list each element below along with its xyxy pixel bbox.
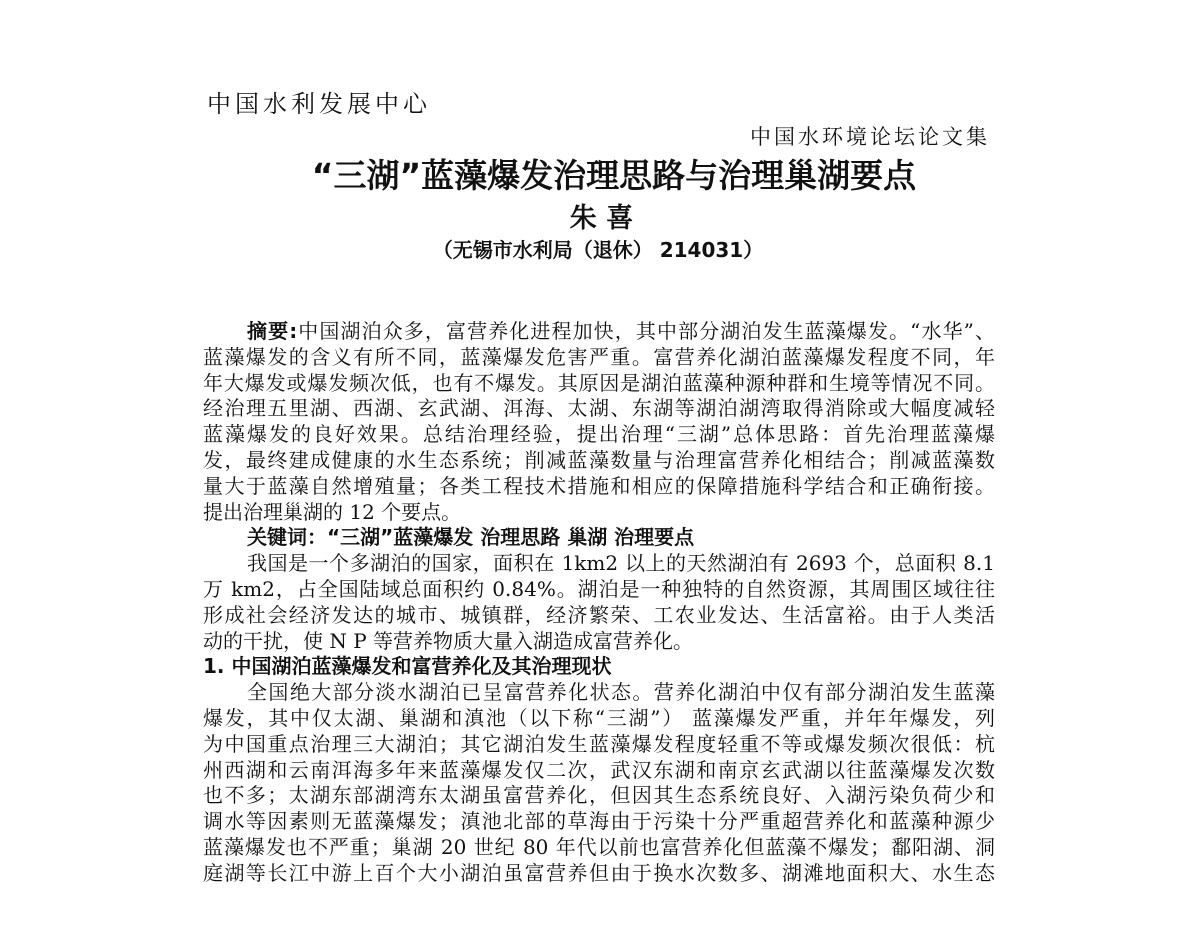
intro-line: 动的干扰，使 N P 等营养物质大量入湖造成富营养化。 bbox=[203, 628, 694, 653]
abstract-line: 年大爆发或爆发频次低，也有不爆发。其原因是湖泊蓝藻种源种群和生境等情况不同。 bbox=[203, 370, 995, 395]
abstract-line: 量大于蓝藻自然增殖量；各类工程技术措施和相应的保障措施科学结合和正确衔接。 bbox=[203, 473, 995, 498]
abstract-line bbox=[203, 319, 995, 345]
abstract-text: 中国湖泊众多，富营养化进程加快，其中部分湖泊发生蓝藻爆发。“水华”、 bbox=[297, 319, 995, 343]
paper-body bbox=[203, 319, 995, 887]
collection-header: 中国水环境论坛论文集 bbox=[750, 125, 990, 149]
abstract-line: 发，最终建成健康的水生态系统；削减蓝藻数量与治理富营养化相结合；削减蓝藻数 bbox=[203, 447, 995, 472]
section-line: 为中国重点治理三大湖泊；其它湖泊发生蓝藻爆发程度轻重不等或爆发频次很低：杭 bbox=[203, 731, 995, 756]
section-line: 庭湖等长江中游上百个大小湖泊虽富营养但由于换水次数多、湖滩地面积大、水生态 bbox=[203, 860, 995, 885]
intro-line: 我国是一个多湖泊的国家，面积在 1km2 以上的天然湖泊有 2693 个，总面积 8.1 bbox=[247, 551, 995, 576]
paper-affiliation: （无锡市水利局（退休） 214031） bbox=[432, 238, 764, 262]
abstract-line: 经治理五里湖、西湖、玄武湖、洱海、太湖、东湖等湖泊湖湾取得消除或大幅度减轻 bbox=[203, 396, 995, 421]
section-line: 调水等因素则无蓝藻爆发；滇池北部的草海由于污染十分严重超营养化和蓝藻种源少 bbox=[203, 809, 995, 834]
section-heading: 1. 中国湖泊蓝藻爆发和富营养化及其治理现状 bbox=[203, 654, 612, 679]
section-line: 全国绝大部分淡水湖泊已呈富营养化状态。营养化湖泊中仅有部分湖泊发生蓝藻 bbox=[247, 680, 995, 705]
section-line: 蓝藻爆发也不严重；巢湖 20 世纪 80 年代以前也富营养化但蓝藻不爆发；鄱阳湖、洞 bbox=[203, 834, 995, 859]
abstract-line: 蓝藻爆发的含义有所不同，蓝藻爆发危害严重。富营养化湖泊蓝藻爆发程度不同，年 bbox=[203, 344, 995, 369]
keywords-line: 关键词：“三湖”蓝藻爆发 治理思路 巢湖 治理要点 bbox=[247, 525, 695, 550]
intro-line: 形成社会经济发达的城市、城镇群，经济繁荣、工农业发达、生活富裕。由于人类活 bbox=[203, 602, 995, 627]
paper-title: “三湖”蓝藻爆发治理思路与治理巢湖要点 bbox=[311, 156, 917, 195]
organization-header: 中国水利发展中心 bbox=[207, 90, 431, 118]
section-line: 也不多；太湖东部湖湾东太湖虽富营养化，但因其生态系统良好、入湖污染负荷少和 bbox=[203, 783, 995, 808]
abstract-line: 提出治理巢湖的 12 个要点。 bbox=[203, 499, 462, 524]
section-line: 州西湖和云南洱海多年来蓝藻爆发仅二次，武汉东湖和南京玄武湖以往蓝藻爆发次数 bbox=[203, 757, 995, 782]
abstract-line: 蓝藻爆发的良好效果。总结治理经验，提出治理“三湖”总体思路：首先治理蓝藻爆 bbox=[203, 422, 995, 447]
section-line: 爆发，其中仅太湖、巢湖和滇池（以下称“三湖”） 蓝藻爆发严重，并年年爆发，列 bbox=[203, 705, 995, 730]
abstract-label: 摘要: bbox=[247, 319, 298, 343]
intro-line: 万 km2，占全国陆域总面积约 0.84%。湖泊是一种独特的自然资源，其周围区域往往 bbox=[203, 576, 995, 601]
paper-author: 朱 喜 bbox=[569, 203, 634, 234]
